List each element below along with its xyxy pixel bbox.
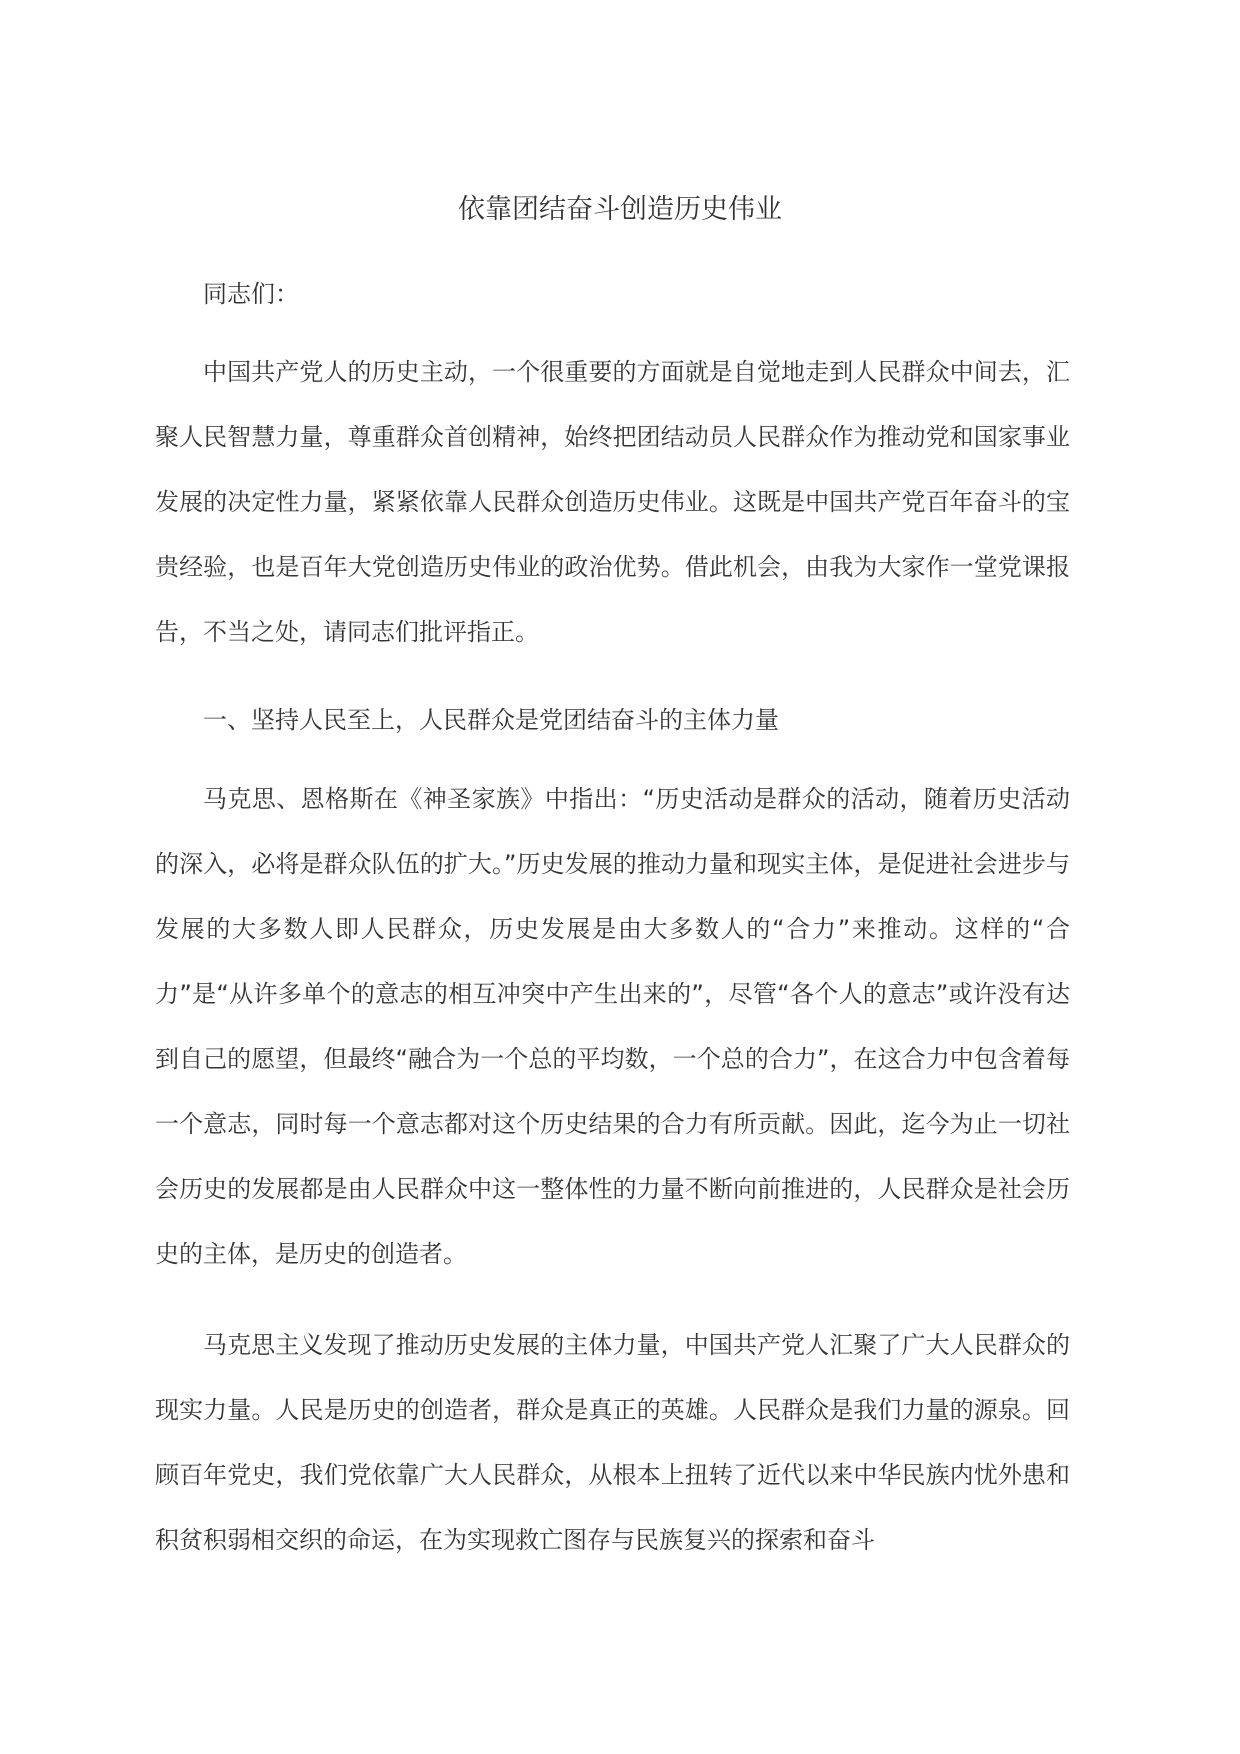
paragraph-1 [155,340,1070,665]
paragraph-2 [155,767,1070,1287]
salutation-text: 同志们： [203,280,299,308]
document-title: 依靠团结奋斗创造历史伟业 [458,194,782,225]
section-heading-1-text: 一、坚持人民至上，人民群众是党团结奋斗的主体力量 [203,706,779,734]
paragraph-2-text: 马克思、恩格斯在《神圣家族》中指出：“历史活动是群众的活动，随着历史活动的深入，必将是群众队伍的扩大。”历史发展的推动力量和现实主体，是促进社会进步与发展的大多数人即人民群众，历史发展是由大多数人的“合力”来推动。这样的“合力”是“从许多单个的意志的相互冲突中产生出来的”，尽管“各个人的意志”或许没有达到自己的愿望，但最终“融合为一个总的平均数，一个总的合力”，在这合力中包含着每一个意志，同时每一个意志都对这个历史结果的合力有所贡献。因此，迄今为止一切社会历史的发展都是由人民群众中这一整体性的力量不断向前推进的，人民群众是社会历史的主体，是历史的创造者。 [155,785,1070,1268]
section-heading-1 [155,688,1070,753]
salutation [155,262,1070,327]
paragraph-3-text: 马克思主义发现了推动历史发展的主体力量，中国共产党人汇聚了广大人民群众的现实力量。人民是历史的创造者，群众是真正的英雄。人民群众是我们力量的源泉。回顾百年党史，我们党依靠广大人民群众，从根本上扭转了近代以来中华民族内忧外患和积贫积弱相交织的命运，在为实现救亡图存与民族复兴的探索和奋斗 [155,1331,1070,1554]
paragraph-1-text: 中国共产党人的历史主动，一个很重要的方面就是自觉地走到人民群众中间去，汇聚人民智慧力量，尊重群众首创精神，始终把团结动员人民群众作为推动党和国家事业发展的决定性力量，紧紧依靠人民群众创造历史伟业。这既是中国共产党百年奋斗的宝贵经验，也是百年大党创造历史伟业的政治优势。借此机会，由我为大家作一堂党课报告，不当之处，请同志们批评指正。 [155,358,1070,646]
paragraph-3 [155,1313,1070,1573]
